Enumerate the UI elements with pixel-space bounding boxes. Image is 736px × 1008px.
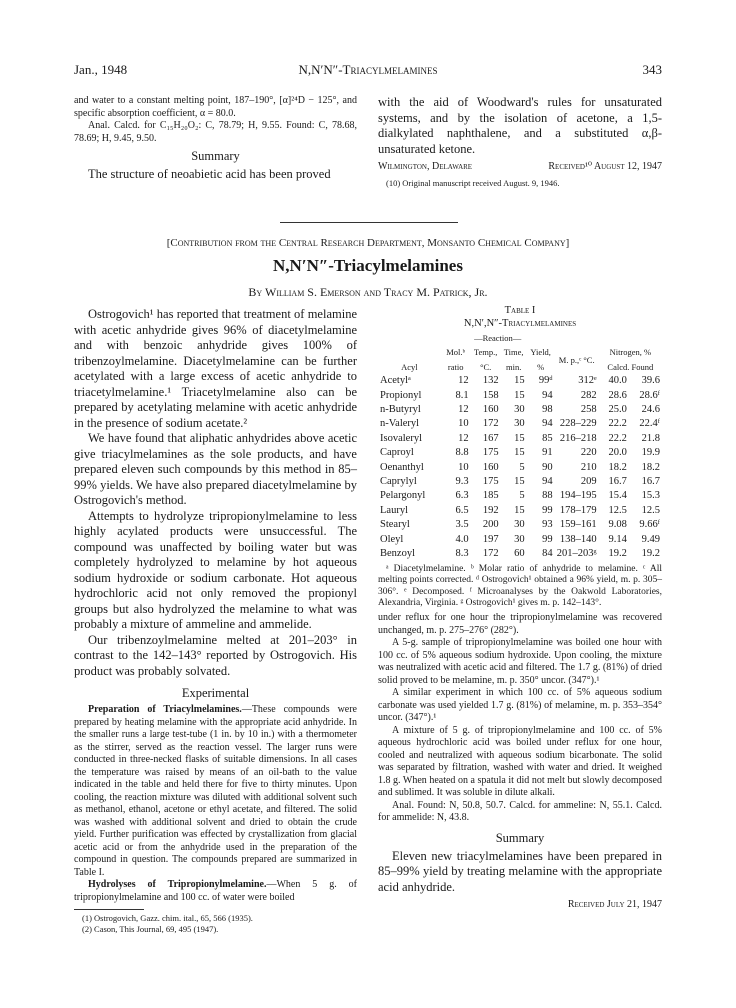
cell-calcd: 9.14 bbox=[608, 533, 627, 545]
cell-temp: 175 bbox=[482, 447, 499, 459]
cell-ratio: 8.1 bbox=[455, 389, 469, 401]
exp-preparation-lead: Preparation of Triacylmelamines. bbox=[88, 704, 242, 715]
cell-acyl: Stearyl bbox=[380, 519, 410, 531]
cell-calcd: 12.5 bbox=[608, 504, 627, 516]
cell-acyl: Oenanthyl bbox=[380, 461, 424, 473]
prev-article-right-column bbox=[378, 95, 662, 188]
cell-time: 15 bbox=[514, 375, 525, 387]
cell-mp: 210 bbox=[580, 461, 597, 473]
exp-preparation-text: —These compounds were prepared by heating melamine with the appropriate acid anhydride. In the smaller runs a large test-tube (1 in. by 10 in.) with a thermometer as the stirrer, served as the reaction vessel. The larger runs were conducted in three-necked flasks of suitable dimensions. In all cases the temperature was raised by means of an oil-bath to the value indicated in the table and held there for five to thirty minutes. Upon cooling, the reaction mixture was diluted with additional solvent such as methanol, ethanol, acetone or ethyl acetate, and filtered. The solid was washed with additional solvent and dried to obtain the crude yield. Further purification was effected by crystallization from glacial acetic acid or from the anhydride used in the preparation of the compound in question. The compounds prepared are summarized in Table I. bbox=[74, 704, 357, 878]
exp-hydrolyses bbox=[74, 879, 357, 904]
table-row bbox=[378, 533, 662, 547]
cell-ratio: 12 bbox=[458, 404, 469, 416]
footnote-rule bbox=[74, 909, 144, 910]
prev-signoff bbox=[378, 161, 662, 172]
cell-calcd: 40.0 bbox=[608, 375, 627, 387]
cell-time: 15 bbox=[514, 447, 525, 459]
cell-yield: 88 bbox=[542, 490, 553, 502]
prev-anal: Anal. Calcd. for C₁₅H₂₀O₂: C, 78.79; H, 9.55. Found: C, 78.68, 78.69; H, 9.45, 9.50. bbox=[74, 120, 357, 144]
exp-hydrolyses-text: —When 5 g. of tripropionylmelamine and 100 cc. of water were boiled bbox=[74, 879, 358, 903]
page-number: 343 bbox=[642, 62, 662, 77]
table-row bbox=[378, 518, 662, 532]
article-divider bbox=[280, 222, 458, 223]
footnote-1: (1) Ostrogovich, Gazz. chim. ital., 65, 566 (1935). bbox=[82, 913, 253, 923]
table-header-row bbox=[378, 345, 662, 374]
article-authors: By William S. Emerson and Tracy M. Patrick, Jr. bbox=[248, 285, 488, 299]
table-1 bbox=[378, 305, 662, 610]
table-row bbox=[378, 403, 662, 417]
prev-summary-text: The structure of neoabietic acid has been proved bbox=[88, 167, 331, 181]
cell-time: 15 bbox=[514, 504, 525, 516]
table-row bbox=[378, 389, 662, 403]
article-title: N,N′N″-Triacylmelamines bbox=[273, 256, 463, 275]
cell-ratio: 10 bbox=[458, 418, 469, 430]
cell-temp: 158 bbox=[482, 389, 499, 401]
cell-ratio: 12 bbox=[458, 375, 469, 387]
cell-calcd: 15.4 bbox=[608, 490, 627, 502]
cell-time: 15 bbox=[514, 389, 525, 401]
hydrolysis-hcl: A mixture of 5 g. of tripropionylmelamine and 100 cc. of 5% aqueous hydrochloric acid was boiled under reflux for one hour, cooled and neutralized with aqueous sodium bicarbonate. The solid was separated by filtration, washed with water and dried. It weighed 1.8 g. When heated on a spatula it did not melt but slowly decomposed and sublimed. It was soluble in dilute alkali. bbox=[378, 724, 662, 798]
cell-acyl: Oleyl bbox=[380, 533, 404, 545]
cell-acyl: Lauryl bbox=[380, 504, 408, 516]
exp-hydrolyses-lead: Hydrolyses of Tripropionylmelamine. bbox=[88, 879, 267, 890]
cell-yield: 90 bbox=[542, 461, 553, 473]
cell-ratio: 10 bbox=[458, 461, 469, 473]
cell-yield: 91 bbox=[542, 447, 553, 459]
cell-temp: 192 bbox=[482, 504, 499, 516]
prev-text: and water to a constant melting point, 187–190°, [α]²⁴D − 125°, and specific absorption coefficient, α = 80.0. bbox=[74, 95, 357, 119]
summary-text: Eleven new triacylmelamines have been prepared in 85–99% yield by treating melamine with the appropriate acid anhydride. bbox=[378, 848, 662, 894]
cell-temp: 197 bbox=[482, 533, 499, 545]
summary-heading: Summary bbox=[495, 830, 545, 845]
cell-time: 15 bbox=[514, 476, 525, 488]
col-temp-header: Temp., °C. bbox=[473, 347, 498, 372]
cell-temp: 160 bbox=[482, 461, 499, 473]
cell-mp: 194–195 bbox=[559, 490, 597, 502]
cell-calcd: 16.7 bbox=[608, 476, 627, 488]
col-calcd-header: Calcd. bbox=[607, 361, 630, 372]
col-found-header: Found bbox=[631, 361, 654, 372]
cell-yield: 99 bbox=[542, 504, 553, 516]
cell-time: 5 bbox=[519, 461, 525, 473]
cell-yield: 99 bbox=[542, 533, 553, 545]
col-yield-header: Yield, % bbox=[530, 347, 551, 372]
cell-found: 18.2 bbox=[641, 461, 660, 473]
cell-time: 30 bbox=[514, 418, 525, 430]
cell-yield: 99ᵈ bbox=[538, 375, 553, 387]
cell-acyl: n-Valeryl bbox=[380, 418, 420, 430]
cell-found: 24.6 bbox=[641, 404, 660, 416]
cell-acyl: Benzoyl bbox=[380, 548, 415, 560]
analysis-result: Anal. Found: N, 50.8, 50.7. Calcd. for ammeline: N, 55.1. Calcd. for ammelide: N, 43.8. bbox=[378, 799, 662, 823]
table-body bbox=[378, 374, 662, 561]
table-title: N,N′,N″-Triacylmelamines bbox=[463, 318, 577, 329]
cell-mp: 209 bbox=[580, 476, 597, 488]
running-header-date: Jan., 1948 bbox=[74, 62, 128, 77]
cell-yield: 94 bbox=[542, 389, 553, 401]
cell-found: 22.4ᶠ bbox=[639, 418, 660, 430]
cell-mp: 312ᵉ bbox=[578, 375, 597, 387]
cell-calcd: 22.2 bbox=[608, 418, 627, 430]
para-intro: Ostrogovich¹ has reported that treatment of melamine with acetic anhydride gives 96% of diacetylmelamine and with benzoic anhydride gives 100% of tribenzoylmelamine. Diacetylmelamine can be further acetylated with a large excess of acetic anhydride to triacetylmelamine.¹ Triacetylmelamine also can be prepared by acetylating melamine with acetic anhydride in the presence of sodium acetate.² bbox=[74, 307, 357, 430]
cell-acyl: n-Butyryl bbox=[380, 404, 421, 416]
cell-mp: 282 bbox=[580, 389, 597, 401]
cell-acyl: Acetylᵃ bbox=[380, 375, 411, 387]
prev-location: Wilmington, Delaware bbox=[378, 161, 473, 172]
cell-time: 15 bbox=[514, 432, 525, 444]
cell-calcd: 28.6 bbox=[608, 389, 627, 401]
table-label: Table I bbox=[504, 305, 536, 316]
cell-yield: 85 bbox=[542, 432, 553, 444]
cell-found: 15.3 bbox=[641, 490, 660, 502]
cell-mp: 201–203ᵍ bbox=[556, 548, 597, 560]
received-date: Received July 21, 1947 bbox=[567, 899, 662, 910]
exp-preparation bbox=[74, 704, 357, 879]
cell-acyl: Caproyl bbox=[380, 447, 414, 459]
cell-calcd: 9.08 bbox=[608, 519, 627, 531]
cell-yield: 93 bbox=[542, 519, 553, 531]
cell-temp: 172 bbox=[482, 418, 499, 430]
cell-temp: 172 bbox=[482, 548, 499, 560]
nitrogen-header-label: Nitrogen, % bbox=[609, 347, 652, 358]
cell-ratio: 8.8 bbox=[455, 447, 469, 459]
prev-right-text: with the aid of Woodward's rules for unsaturated systems, and by the isolation of acetone, a 1,5-dialkylated naphthalene, and a substituted α,β-unsaturated ketone. bbox=[378, 95, 662, 156]
cell-calcd: 19.2 bbox=[608, 548, 627, 560]
cell-temp: 132 bbox=[482, 375, 499, 387]
table-footnote: ᵃ Diacetylmelamine. ᵇ Molar ratio of anhydride to melamine. ᶜ All melting points corrected. ᵈ Ostrogovich¹ obtained a 96% yield, m. p. 305–306°. ᵉ Decomposed. ᶠ Microanalyses by the Oakwold Laboratories, Alexandria, Virginia. ᵍ Ostrogovich¹ gives m. p. 142–143°. bbox=[378, 563, 662, 608]
reaction-group-header: —Reaction— bbox=[474, 333, 522, 343]
cell-found: 28.6ᶠ bbox=[639, 389, 660, 401]
cell-mp: 138–140 bbox=[559, 533, 597, 545]
cell-ratio: 9.3 bbox=[455, 476, 469, 488]
cell-temp: 185 bbox=[482, 490, 499, 502]
cell-mp: 228–229 bbox=[559, 418, 597, 430]
cell-found: 12.5 bbox=[641, 504, 660, 516]
cell-ratio: 6.5 bbox=[455, 504, 469, 516]
cell-found: 19.9 bbox=[641, 447, 660, 459]
table-row bbox=[378, 489, 662, 503]
cell-ratio: 8.3 bbox=[455, 548, 469, 560]
article-left-column bbox=[74, 307, 357, 935]
running-header-title: N,N′N″-Triacylmelamines bbox=[298, 62, 438, 77]
prev-article-left-column bbox=[74, 95, 357, 183]
cell-calcd: 18.2 bbox=[608, 461, 627, 473]
cell-time: 60 bbox=[514, 548, 525, 560]
cell-temp: 160 bbox=[482, 404, 499, 416]
table-row bbox=[378, 504, 662, 518]
table-row bbox=[378, 446, 662, 460]
cell-ratio: 6.3 bbox=[455, 490, 469, 502]
hydrolysis-na2co3: A similar experiment in which 100 cc. of 5% aqueous sodium carbonate was used yielded 1.7 g. (81%) of melamine, m. p. 353–354° uncor. (347°).¹ bbox=[378, 687, 662, 723]
cell-found: 9.49 bbox=[641, 533, 660, 545]
col-mp-header: M. p.,ᶜ °C. bbox=[558, 354, 595, 365]
table-group-header-row bbox=[378, 331, 662, 345]
cell-yield: 98 bbox=[542, 404, 553, 416]
prev-summary-heading: Summary bbox=[191, 149, 240, 163]
cell-acyl: Propionyl bbox=[380, 389, 422, 401]
contribution-line: [Contribution from the Central Research Department, Monsanto Chemical Company] bbox=[166, 237, 570, 249]
col-nitrogen-header bbox=[599, 345, 662, 374]
table-grid bbox=[378, 331, 662, 562]
cell-time: 30 bbox=[514, 404, 525, 416]
cell-mp: 258 bbox=[580, 404, 597, 416]
cell-mp: 216–218 bbox=[559, 432, 597, 444]
article-right-column bbox=[378, 612, 662, 910]
cell-acyl: Pelargonyl bbox=[380, 490, 426, 502]
nitrogen-subheaders bbox=[601, 360, 660, 374]
cell-found: 19.2 bbox=[641, 548, 660, 560]
cell-temp: 167 bbox=[482, 432, 499, 444]
table-row bbox=[378, 432, 662, 446]
cell-calcd: 22.2 bbox=[608, 432, 627, 444]
hydrolysis-water: under reflux for one hour the tripropionylmelamine was recovered unchanged, m. p. 275–276° (282°). bbox=[378, 612, 662, 636]
cell-found: 16.7 bbox=[641, 476, 660, 488]
cell-found: 21.8 bbox=[641, 432, 660, 444]
cell-yield: 94 bbox=[542, 476, 553, 488]
prev-footnote: (10) Original manuscript received August. 9, 1946. bbox=[386, 178, 560, 188]
cell-mp: 220 bbox=[580, 447, 597, 459]
cell-time: 30 bbox=[514, 533, 525, 545]
prev-received: Received¹⁰ August 12, 1947 bbox=[548, 161, 662, 172]
para-tribenzoyl: Our tribenzoylmelamine melted at 201–203° in contrast to the 142–143° reported by Ostrogovich. His product was probably solvated. bbox=[74, 632, 357, 678]
cell-calcd: 20.0 bbox=[608, 447, 627, 459]
table-row bbox=[378, 547, 662, 561]
cell-time: 30 bbox=[514, 519, 525, 531]
col-acyl-header: Acyl bbox=[401, 361, 418, 372]
cell-found: 39.6 bbox=[641, 375, 660, 387]
cell-yield: 94 bbox=[542, 418, 553, 430]
col-ratio-header: Mol.ᵇ ratio bbox=[446, 347, 466, 372]
cell-temp: 200 bbox=[482, 519, 499, 531]
cell-ratio: 4.0 bbox=[455, 533, 469, 545]
cell-acyl: Caprylyl bbox=[380, 476, 417, 488]
table-row bbox=[378, 461, 662, 475]
table-row bbox=[378, 417, 662, 431]
col-time-header: Time, min. bbox=[503, 347, 524, 372]
cell-yield: 84 bbox=[542, 548, 553, 560]
hydrolysis-naoh: A 5-g. sample of tripropionylmelamine was boiled one hour with 100 cc. of 5% aqueous sodium hydroxide. Upon cooling, the mixture was neutralized with acetic acid and filtered. The 1.7 g. (81%) of dried solid proved to be melamine, m. p. 350° uncor. (347°).¹ bbox=[378, 637, 662, 686]
footnote-2: (2) Cason, This Journal, 69, 495 (1947). bbox=[82, 924, 219, 934]
cell-ratio: 3.5 bbox=[455, 519, 469, 531]
cell-found: 9.66ᶠ bbox=[639, 519, 660, 531]
cell-time: 5 bbox=[519, 490, 525, 502]
cell-mp: 159–161 bbox=[559, 519, 597, 531]
table-row bbox=[378, 475, 662, 489]
para-hydrolysis: Attempts to hydrolyze tripropionylmelamine to less highly acylated products were unsuccessful. The compound was unaffected by boiling water but was completely hydrolyzed to melamine by hot aqueous sodium hydroxide or sodium carbonate. Hot aqueous hydrochloric acid not only removed the propionyl groups but also hydrolyzed the melamine to what was probably a mixture of ammeline and ammelide. bbox=[74, 508, 357, 631]
table-row bbox=[378, 374, 662, 388]
cell-ratio: 12 bbox=[458, 432, 469, 444]
cell-acyl: Isovaleryl bbox=[380, 432, 422, 444]
para-findings: We have found that aliphatic anhydrides above acetic give triacylmelamines as the sole products, and have prepared eleven such compounds by this method in 85–99% yields. We have also prepared diacetylmelamine by Ostrogovich's method. bbox=[74, 431, 357, 507]
cell-temp: 175 bbox=[482, 476, 499, 488]
cell-mp: 178–179 bbox=[559, 504, 597, 516]
cell-calcd: 25.0 bbox=[608, 404, 627, 416]
experimental-heading: Experimental bbox=[181, 686, 250, 700]
